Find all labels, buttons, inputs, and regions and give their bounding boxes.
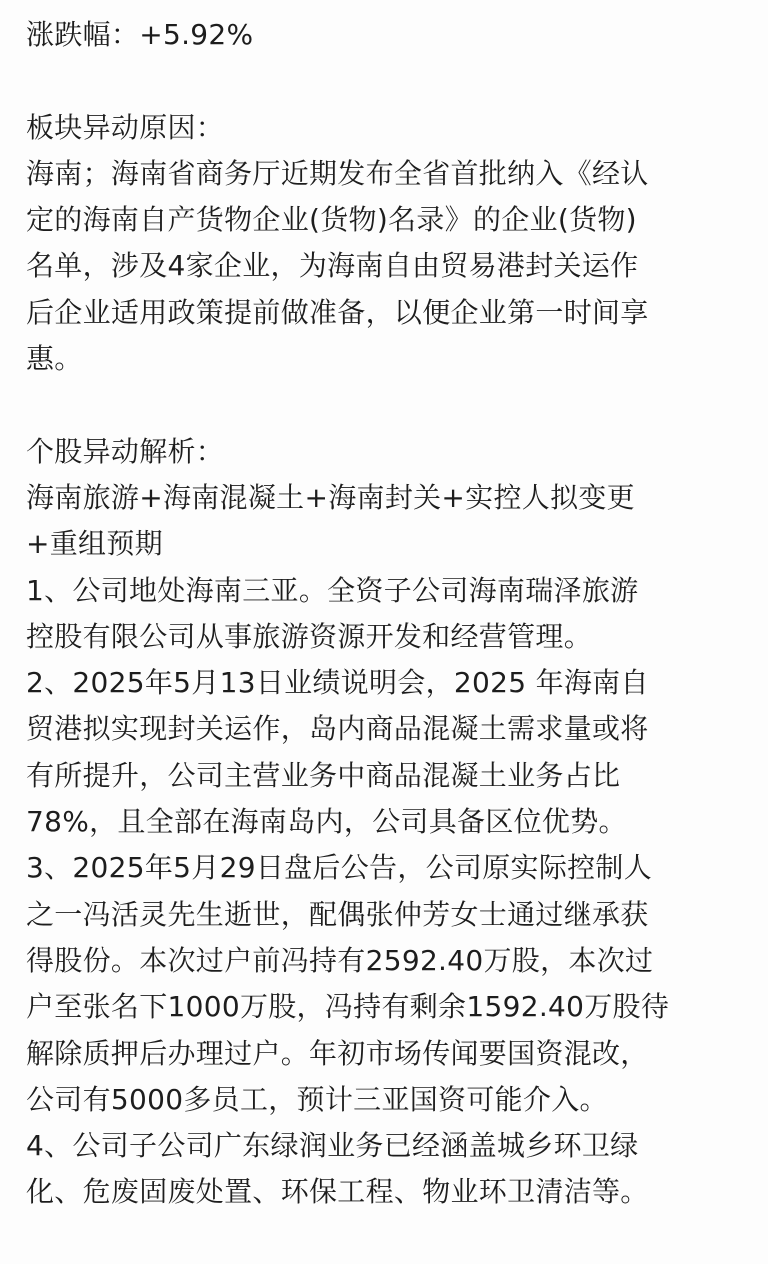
analysis-line: 得股份。本次过户前冯持有2592.40万股，本次过 bbox=[26, 943, 654, 977]
stock-analysis-heading: 个股异动解析： bbox=[26, 434, 225, 468]
analysis-item-3 bbox=[26, 845, 746, 1123]
analysis-line: 有所提升，公司主营业务中商品混凝土业务占比 bbox=[26, 758, 621, 792]
analysis-line: 贸港拟实现封关运作，岛内商品混凝土需求量或将 bbox=[26, 712, 649, 746]
sector-reason-line: 名单，涉及4家企业，为海南自由贸易港封关运作 bbox=[26, 249, 639, 283]
sector-reason-heading: 板块异动原因： bbox=[26, 110, 225, 144]
analysis-item-4 bbox=[26, 1123, 746, 1216]
analysis-line: 2、2025年5月13日业绩说明会，2025 年海南自 bbox=[26, 666, 649, 700]
sector-reason-line: 惠。 bbox=[26, 342, 83, 376]
analysis-line: 解除质押后办理过户。年初市场传闻要国资混改， bbox=[26, 1036, 649, 1070]
stock-tags-line: +重组预期 bbox=[26, 527, 163, 561]
sector-reason-line: 定的海南自产货物企业(货物)名录》的企业(货物) bbox=[26, 203, 637, 237]
price-change-line bbox=[26, 12, 746, 58]
price-change-label: 涨跌幅： bbox=[26, 18, 140, 51]
sector-reason-line: 海南；海南省商务厅近期发布全省首批纳入《经认 bbox=[26, 156, 649, 190]
analysis-line: 78%，且全部在海南岛内，公司具备区位优势。 bbox=[26, 805, 627, 839]
analysis-line: 公司有5000多员工，预计三亚国资可能介入。 bbox=[26, 1082, 608, 1116]
article-body bbox=[26, 12, 746, 1216]
analysis-item-1 bbox=[26, 568, 746, 661]
analysis-line: 户至张名下1000万股，冯持有剩余1592.40万股待 bbox=[26, 990, 670, 1024]
analysis-line: 3、2025年5月29日盘后公告，公司原实际控制人 bbox=[26, 851, 653, 885]
analysis-line: 之一冯活灵先生逝世，配偶张仲芳女士通过继承获 bbox=[26, 897, 649, 931]
analysis-line: 1、公司地处海南三亚。全资子公司海南瑞泽旅游 bbox=[26, 573, 639, 607]
sector-reason-line: 后企业适用政策提前做准备，以便企业第一时间享 bbox=[26, 295, 649, 329]
spacer bbox=[26, 382, 746, 428]
analysis-line: 控股有限公司从事旅游资源开发和经营管理。 bbox=[26, 619, 593, 653]
spacer bbox=[26, 58, 746, 104]
price-change-value: +5.92% bbox=[139, 18, 254, 51]
analysis-item-2 bbox=[26, 660, 746, 845]
analysis-line: 化、危废固废处置、环保工程、物业环卫清洁等。 bbox=[26, 1175, 649, 1209]
stock-tags-line: 海南旅游+海南混凝土+海南封关+实控人拟变更 bbox=[26, 480, 635, 514]
analysis-line: 4、公司子公司广东绿润业务已经涵盖城乡环卫绿 bbox=[26, 1129, 639, 1163]
